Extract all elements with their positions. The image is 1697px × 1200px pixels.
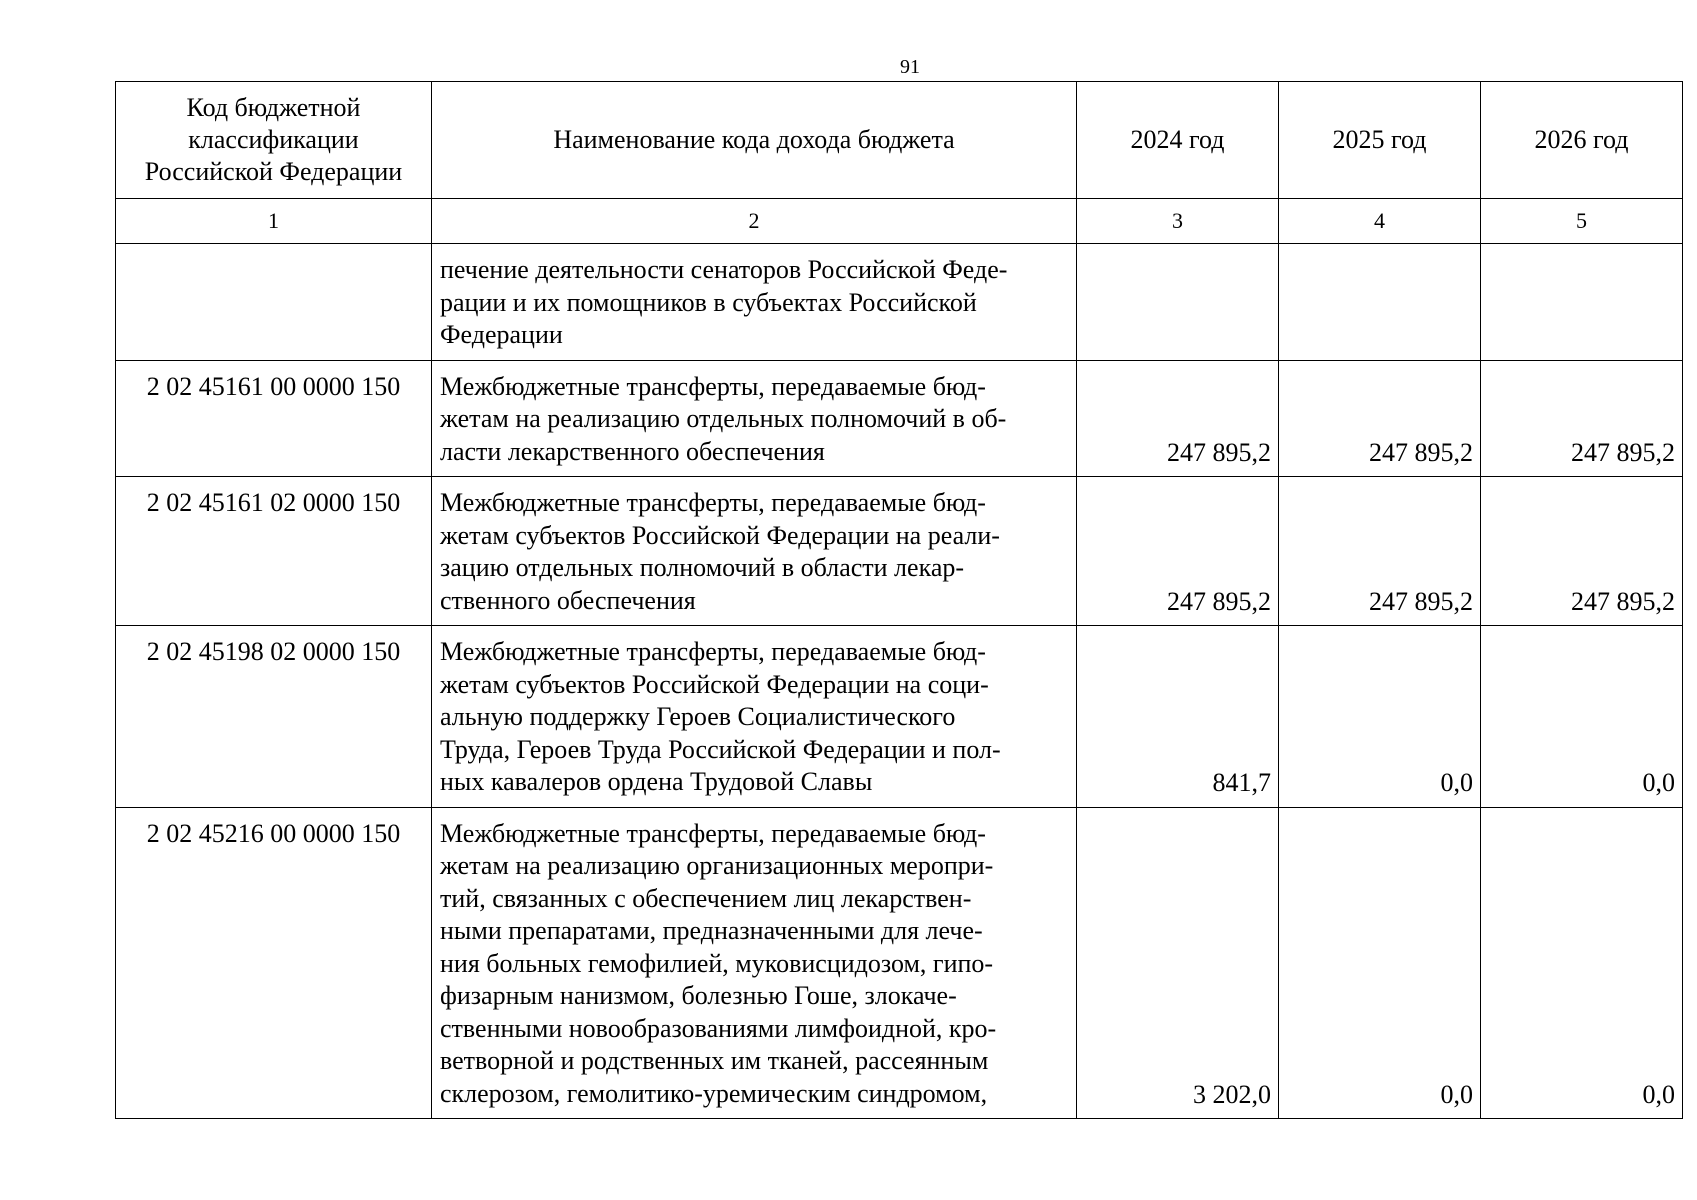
- amount-2024-cell: 841,7: [1077, 626, 1279, 808]
- revenue-name-line: Федерации: [440, 320, 563, 349]
- revenue-name-cell: [432, 807, 1077, 1119]
- revenue-name-line: Межбюджетные трансферты, передаваемые бюд-: [440, 371, 986, 401]
- revenue-name-line: печение деятельности сенаторов Российской Феде-: [440, 255, 1008, 284]
- revenue-name-line: зацию отдельных полномочий в области лекар-: [440, 553, 965, 582]
- revenue-name-line: жетам субъектов Российской Федерации на реали-: [440, 520, 1000, 550]
- table-body: [116, 244, 1683, 1119]
- header-year-2026: 2026 год: [1481, 82, 1683, 199]
- budget-code-cell: 2 02 45161 02 0000 150: [116, 477, 432, 626]
- amount-2024-cell: 247 895,2: [1077, 477, 1279, 626]
- revenue-name-line: жетам на реализацию отдельных полномочий в об-: [440, 404, 1007, 433]
- budget-code-cell: 2 02 45161 00 0000 150: [116, 360, 432, 477]
- amount-2025-cell: 0,0: [1279, 807, 1481, 1119]
- amount-2024-cell: [1077, 244, 1279, 361]
- amount-2026-cell: 247 895,2: [1481, 360, 1683, 477]
- header-revenue-name: Наименование кода дохода бюджета: [432, 82, 1077, 199]
- revenue-name-line: альную поддержку Героев Социалистического: [440, 702, 956, 731]
- revenue-name-cell: [432, 244, 1077, 361]
- header-year-2025: 2025 год: [1279, 82, 1481, 199]
- revenue-name-line: ных кавалеров ордена Трудовой Славы: [440, 767, 873, 796]
- page-number: 91: [900, 56, 920, 78]
- revenue-name-line: жетам субъектов Российской Федерации на соци-: [440, 669, 989, 699]
- amount-2026-cell: [1481, 244, 1683, 361]
- table-row: [116, 360, 1683, 477]
- revenue-name-line: Труда, Героев Труда Российской Федерации и пол-: [440, 734, 1001, 764]
- revenue-name-line: физарным нанизмом, болезнью Гоше, злокаче-: [440, 981, 957, 1010]
- revenue-name-line: ветворной и родственных им тканей, рассеянным: [440, 1046, 989, 1075]
- revenue-name-cell: [432, 477, 1077, 626]
- revenue-name-line: Межбюджетные трансферты, передаваемые бюд-: [440, 488, 986, 517]
- amount-2026-cell: 0,0: [1481, 807, 1683, 1119]
- revenue-name-line: Межбюджетные трансферты, передаваемые бюд-: [440, 637, 986, 666]
- budget-code-cell: 2 02 45198 02 0000 150: [116, 626, 432, 808]
- budget-revenue-table: [115, 81, 1683, 1119]
- column-number: 5: [1481, 199, 1683, 244]
- revenue-name-line: ными препаратами, предназначенными для лече-: [440, 916, 983, 945]
- revenue-name-cell: [432, 360, 1077, 477]
- table-row: [116, 244, 1683, 361]
- amount-2025-cell: 0,0: [1279, 626, 1481, 808]
- revenue-name-line: ния больных гемофилией, муковисцидозом, гипо-: [440, 948, 994, 978]
- table-row: [116, 477, 1683, 626]
- revenue-name-line: ласти лекарственного обеспечения: [440, 436, 825, 466]
- amount-2025-cell: 247 895,2: [1279, 360, 1481, 477]
- header-budget-code: Код бюджетной классификации Российской Федерации: [116, 82, 432, 199]
- column-number: 1: [116, 199, 432, 244]
- revenue-name-line: ственного обеспечения: [440, 585, 696, 615]
- amount-2026-cell: 247 895,2: [1481, 477, 1683, 626]
- budget-code-cell: [116, 244, 432, 361]
- revenue-name-line: Межбюджетные трансферты, передаваемые бюд-: [440, 818, 986, 848]
- revenue-name-line: рации и их помощников в субъектах Российской: [440, 287, 977, 317]
- table-row: [116, 807, 1683, 1119]
- revenue-name-line: жетам на реализацию организационных меропри-: [440, 851, 994, 880]
- column-number: 4: [1279, 199, 1481, 244]
- header-year-2024: 2024 год: [1077, 82, 1279, 199]
- table-row: [116, 626, 1683, 808]
- amount-2024-cell: 247 895,2: [1077, 360, 1279, 477]
- amount-2025-cell: [1279, 244, 1481, 361]
- amount-2024-cell: 3 202,0: [1077, 807, 1279, 1119]
- column-number-row: [116, 199, 1683, 244]
- amount-2025-cell: 247 895,2: [1279, 477, 1481, 626]
- column-number: 2: [432, 199, 1077, 244]
- revenue-name-cell: [432, 626, 1077, 808]
- header-row: [116, 82, 1683, 199]
- revenue-name-line: тий, связанных с обеспечением лиц лекарствен-: [440, 883, 972, 913]
- budget-code-cell: 2 02 45216 00 0000 150: [116, 807, 432, 1119]
- amount-2026-cell: 0,0: [1481, 626, 1683, 808]
- revenue-name-line: ственными новообразованиями лимфоидной, кро-: [440, 1013, 997, 1043]
- revenue-name-line: склерозом, гемолитико-уремическим синдромом,: [440, 1078, 988, 1108]
- column-number: 3: [1077, 199, 1279, 244]
